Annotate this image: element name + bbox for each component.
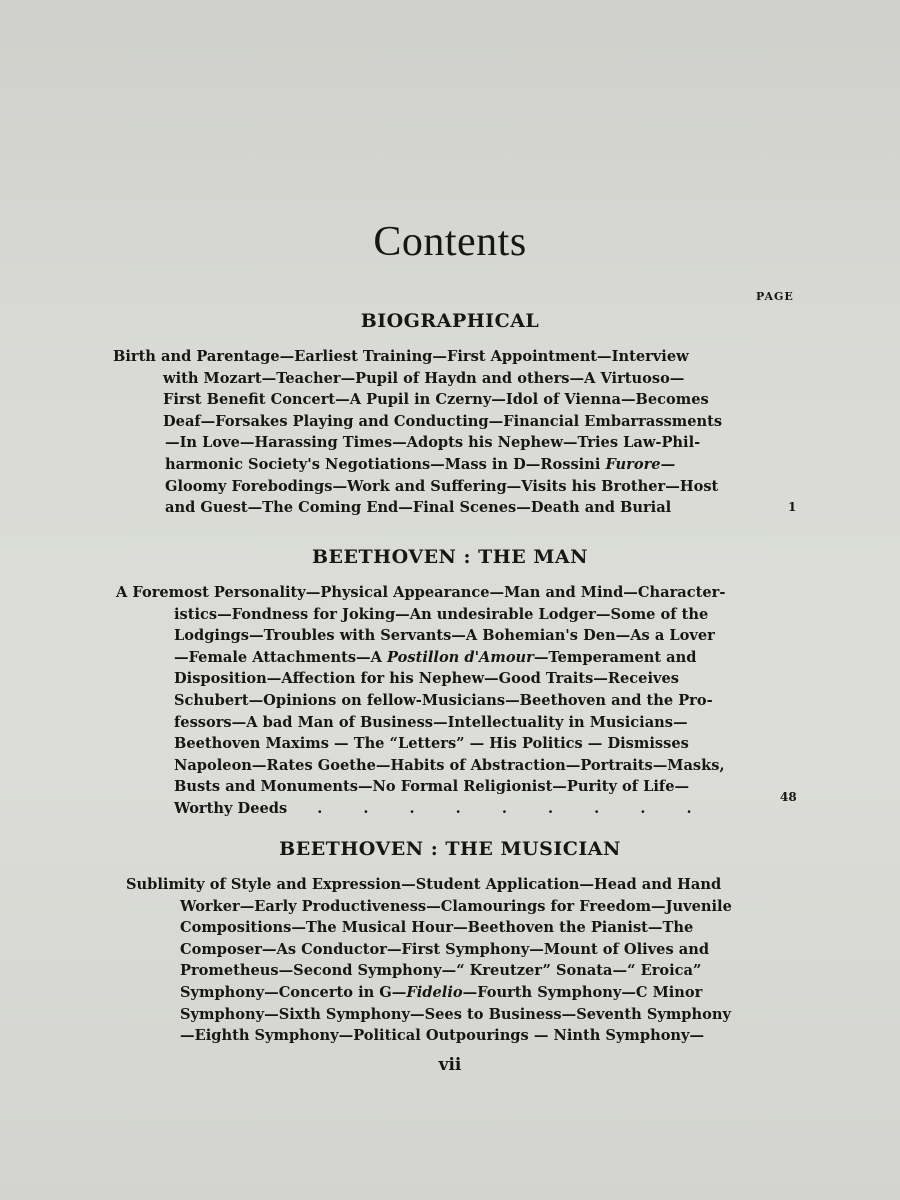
section-heading-the-musician: BEETHOVEN : THE MUSICIAN [279,838,621,860]
toc-line: Composer—As Conductor—First Symphony—Mount of Olives and [180,940,710,958]
italic-phrase: Furore— [605,455,676,473]
toc-line-text: —Female Attachments—A [174,648,388,666]
section-heading-the-man: BEETHOVEN : THE MAN [312,546,588,568]
toc-line-text: harmonic Society's Negotiations—Mass in D—Rossini [165,455,606,473]
toc-line: istics—Fondness for Joking—An undesirable Lodger—Some of the [174,605,709,623]
toc-entry-biographical [113,346,722,519]
toc-line: A Foremost Personality—Physical Appearance—Man and Mind—Character- [116,584,726,601]
italic-phrase: Fidelio [406,983,463,1001]
toc-line: Busts and Monuments—No Formal Religionist—Purity of Life— [174,778,690,796]
toc-line: Lodgings—Troubles with Servants—A Bohemian's Den—As a Lover [174,627,715,645]
toc-line: Sublimity of Style and Expression—Student Application—Head and Hand [126,876,722,893]
toc-entry-the-man [116,582,725,820]
toc-line: Birth and Parentage—Earliest Training—First Appointment—Interview [113,348,689,365]
toc-line: —In Love—Harassing Times—Adopts his Nephew—Tries Law-Phil- [165,434,701,452]
toc-line: Prometheus—Second Symphony—“ Kreutzer” Sonata—“ Eroica” [180,962,702,980]
italic-phrase: Postillon d'Amour [387,648,534,666]
toc-line: Gloomy Forebodings—Work and Suffering—Visits his Brother—Host [165,477,719,495]
toc-line-text: —Fourth Symphony—C Minor [462,983,703,1001]
toc-line-text: Worthy Deeds [174,799,288,817]
toc-line: Napoleon—Rates Goethe—Habits of Abstraction—Portraits—Masks, [174,756,725,774]
toc-line: Schubert—Opinions on fellow-Musicians—Beethoven and the Pro- [174,691,713,709]
toc-line: with Mozart—Teacher—Pupil of Haydn and others—A Virtuoso— [163,369,685,387]
section-heading-biographical: BIOGRAPHICAL [360,310,540,332]
toc-line [113,454,722,476]
toc-line-text: —Temperament and [533,648,697,666]
page-column-label: PAGE [756,290,794,303]
toc-line-text: Symphony—Concerto in G— [180,983,407,1001]
toc-line: fessors—A bad Man of Business—Intellectuality in Musicians— [174,713,688,731]
page-title: Contents [373,219,527,265]
toc-line: Symphony—Sixth Symphony—Sees to Business—Seventh Symphony [180,1005,731,1023]
toc-line: and Guest—The Coming End—Final Scenes—Death and Burial [165,499,672,517]
toc-line [126,982,732,1004]
toc-line: Compositions—The Musical Hour—Beethoven the Pianist—The [180,919,694,937]
toc-line: —Eighth Symphony—Political Outpourings — Ninth Symphony— [180,1027,705,1045]
toc-line: Disposition—Affection for his Nephew—Good Traits—Receives [174,670,679,688]
page-number: 1 [788,500,797,514]
toc-line [116,647,725,669]
toc-line: First Benefit Concert—A Pupil in Czerny—Idol of Vienna—Becomes [163,391,709,409]
toc-line: Deaf—Forsakes Playing and Conducting—Financial Embarrassments [163,412,723,430]
page-number: 48 [780,790,797,804]
dot-leader: . . . . . . . . . [317,799,710,817]
toc-line: Worker—Early Productiveness—Clamourings for Freedom—Juvenile [180,897,732,915]
toc-entry-the-musician [126,874,732,1047]
toc-line [116,798,725,820]
folio-page-number: vii [438,1055,462,1075]
toc-line: Beethoven Maxims — The “Letters” — His Politics — Dismisses [174,735,689,753]
